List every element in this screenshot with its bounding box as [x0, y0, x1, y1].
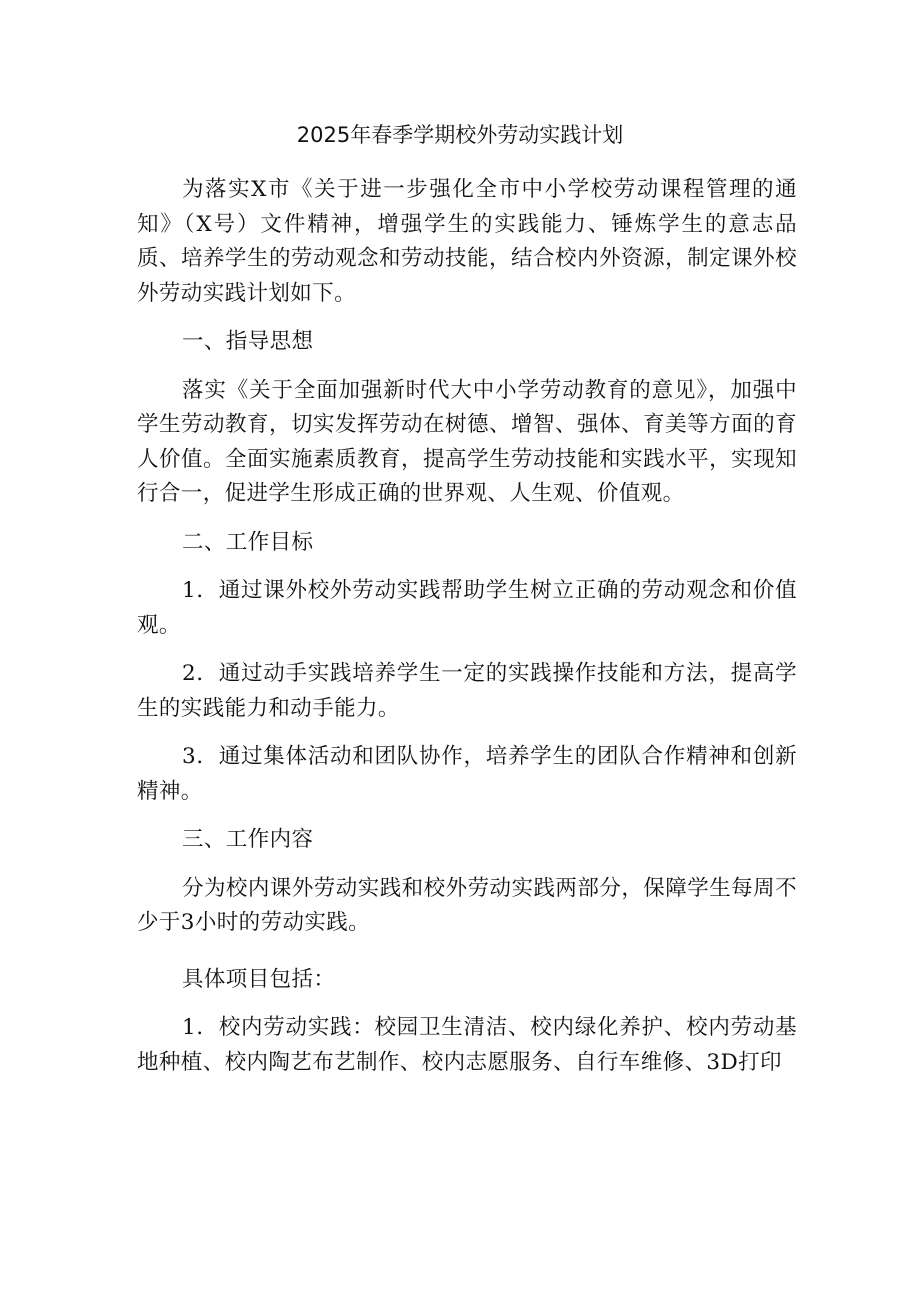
goal-item-3: 3．通过集体活动和团队协作，培养学生的团队合作精神和创新精神。 [137, 744, 797, 804]
section-heading-work-goals: 二、工作目标 [182, 529, 314, 555]
document-body [137, 173, 797, 1094]
guiding-ideology-paragraph: 落实《关于全面加强新时代大中小学劳动教育的意见》，加强中学生劳动教育，切实发挥劳动在树德、增智、强体、育美等方面的育人价值。全面实施素质教育，提高学生劳动技能和实践水平，实现知行合一，促进学生形成正确的世界观、人生观、价值观。 [137, 377, 797, 506]
section-heading-work-content: 三、工作内容 [182, 827, 314, 852]
work-content-paragraph: 分为校内课外劳动实践和校外劳动实践两部分，保障学生每周不少于3小时的劳动实践。 [137, 875, 797, 935]
document-title: 2025年春季学期校外劳动实践计划 [296, 123, 624, 147]
section-heading-guiding-ideology: 一、指导思想 [182, 329, 314, 354]
intro-paragraph: 为落实X市《关于进一步强化全市中小学校劳动课程管理的通知》（X号）文件精神，增强学生的实践能力、锤炼学生的意志品质、培养学生的劳动观念和劳动技能，结合校内外资源，制定课外校外劳动实践计划如下。 [137, 177, 797, 306]
goal-item-2: 2．通过动手实践培养学生一定的实践操作技能和方法，提高学生的实践能力和动手能力。 [137, 661, 797, 721]
content-item-1: 1．校内劳动实践：校园卫生清洁、校内绿化养护、校内劳动基地种植、校内陶艺布艺制作、校内志愿服务、自行车维修、3D打印 [137, 1015, 797, 1075]
goal-item-1: 1．通过课外校外劳动实践帮助学生树立正确的劳动观念和价值观。 [137, 578, 797, 638]
specific-items-label: 具体项目包括： [182, 966, 336, 992]
